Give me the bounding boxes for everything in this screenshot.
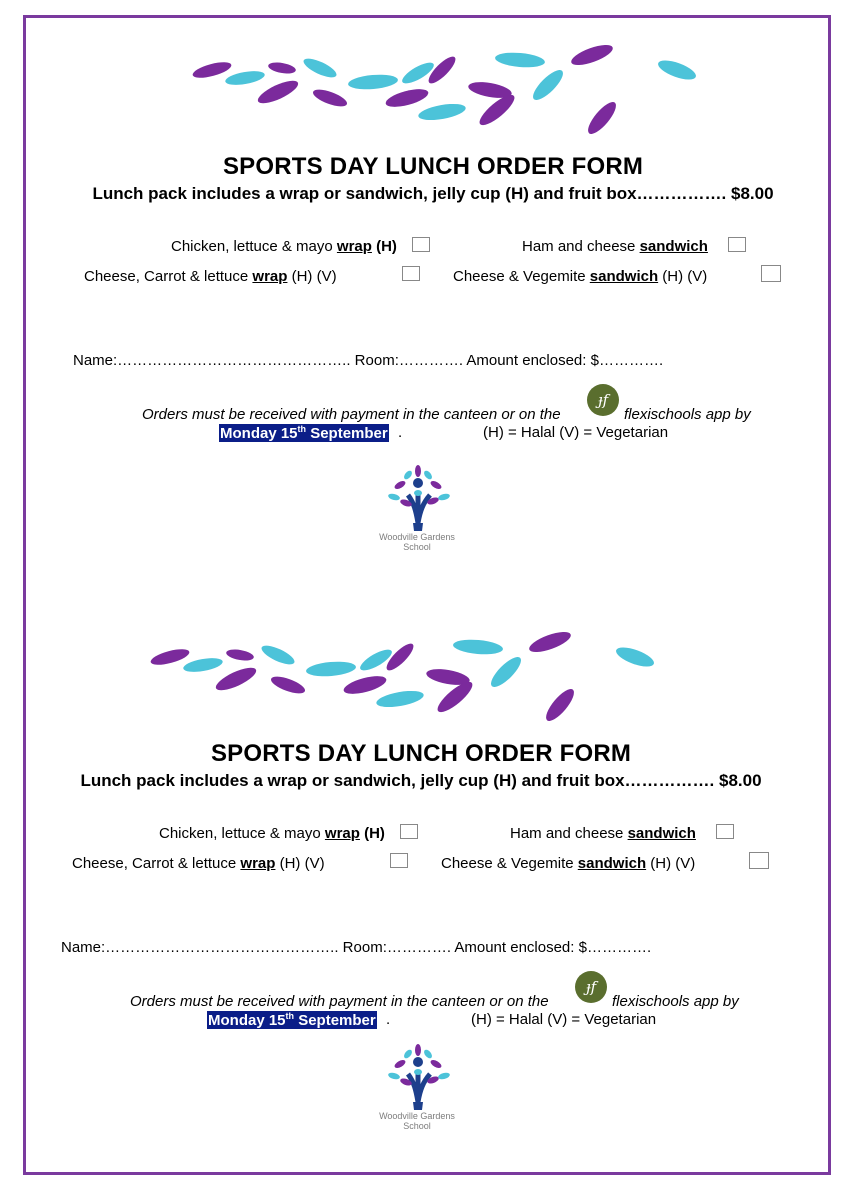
diet-legend: (H) = Halal (V) = Vegetarian	[471, 1011, 657, 1028]
leaf-decoration	[148, 627, 658, 722]
order-form-1	[0, 0, 849, 585]
option-ham-sandwich: Ham and cheese sandwich	[510, 825, 696, 842]
order-form-2	[0, 587, 837, 1172]
order-note: Orders must be received with payment in the canteen or on the	[142, 406, 561, 423]
checkbox-vegemite-sandwich[interactable]	[749, 852, 769, 869]
order-note: Orders must be received with payment in the canteen or on the	[130, 993, 549, 1010]
details-line[interactable]: Name:……………………………………….. Room:…………. Amount enclosed: $………….	[61, 939, 652, 956]
form-subtitle: Lunch pack includes a wrap or sandwich, jelly cup (H) and fruit box……………. $8.00	[92, 184, 774, 203]
option-chicken-wrap: Chicken, lettuce & mayo wrap (H)	[159, 825, 385, 842]
deadline-date: Monday 15th September	[220, 424, 388, 442]
order-note-app: flexischools app by	[612, 993, 739, 1010]
school-logo-text: Woodville Gardens School	[379, 1111, 455, 1131]
form-title: SPORTS DAY LUNCH ORDER FORM	[210, 740, 632, 767]
option-vegemite-sandwich: Cheese & Vegemite sandwich (H) (V)	[453, 268, 708, 285]
flexischools-app-icon: ɟf	[587, 384, 619, 416]
order-note-app: flexischools app by	[624, 406, 751, 423]
option-cheese-wrap: Cheese, Carrot & lettuce wrap (H) (V)	[84, 268, 337, 285]
leaf-decoration	[190, 40, 700, 135]
form-subtitle: Lunch pack includes a wrap or sandwich, jelly cup (H) and fruit box……………. $8.00	[80, 771, 762, 790]
deadline-period: .	[386, 1011, 391, 1028]
option-ham-sandwich: Ham and cheese sandwich	[522, 238, 708, 255]
option-chicken-wrap: Chicken, lettuce & mayo wrap (H)	[171, 238, 397, 255]
option-vegemite-sandwich: Cheese & Vegemite sandwich (H) (V)	[441, 855, 696, 872]
checkbox-chicken-wrap[interactable]	[400, 824, 418, 839]
deadline-period: .	[398, 424, 403, 441]
flexischools-app-icon: ɟf	[575, 971, 607, 1003]
checkbox-chicken-wrap[interactable]	[412, 237, 430, 252]
checkbox-cheese-wrap[interactable]	[390, 853, 408, 868]
checkbox-cheese-wrap[interactable]	[402, 266, 420, 281]
option-cheese-wrap: Cheese, Carrot & lettuce wrap (H) (V)	[72, 855, 325, 872]
deadline-date: Monday 15th September	[208, 1011, 376, 1029]
diet-legend: (H) = Halal (V) = Vegetarian	[483, 424, 669, 441]
checkbox-vegemite-sandwich[interactable]	[761, 265, 781, 282]
checkbox-ham-sandwich[interactable]	[728, 237, 746, 252]
details-line[interactable]: Name:……………………………………….. Room:…………. Amount enclosed: $………….	[73, 352, 664, 369]
checkbox-ham-sandwich[interactable]	[716, 824, 734, 839]
school-logo-text: Woodville Gardens School	[379, 532, 455, 552]
form-title: SPORTS DAY LUNCH ORDER FORM	[222, 153, 644, 180]
